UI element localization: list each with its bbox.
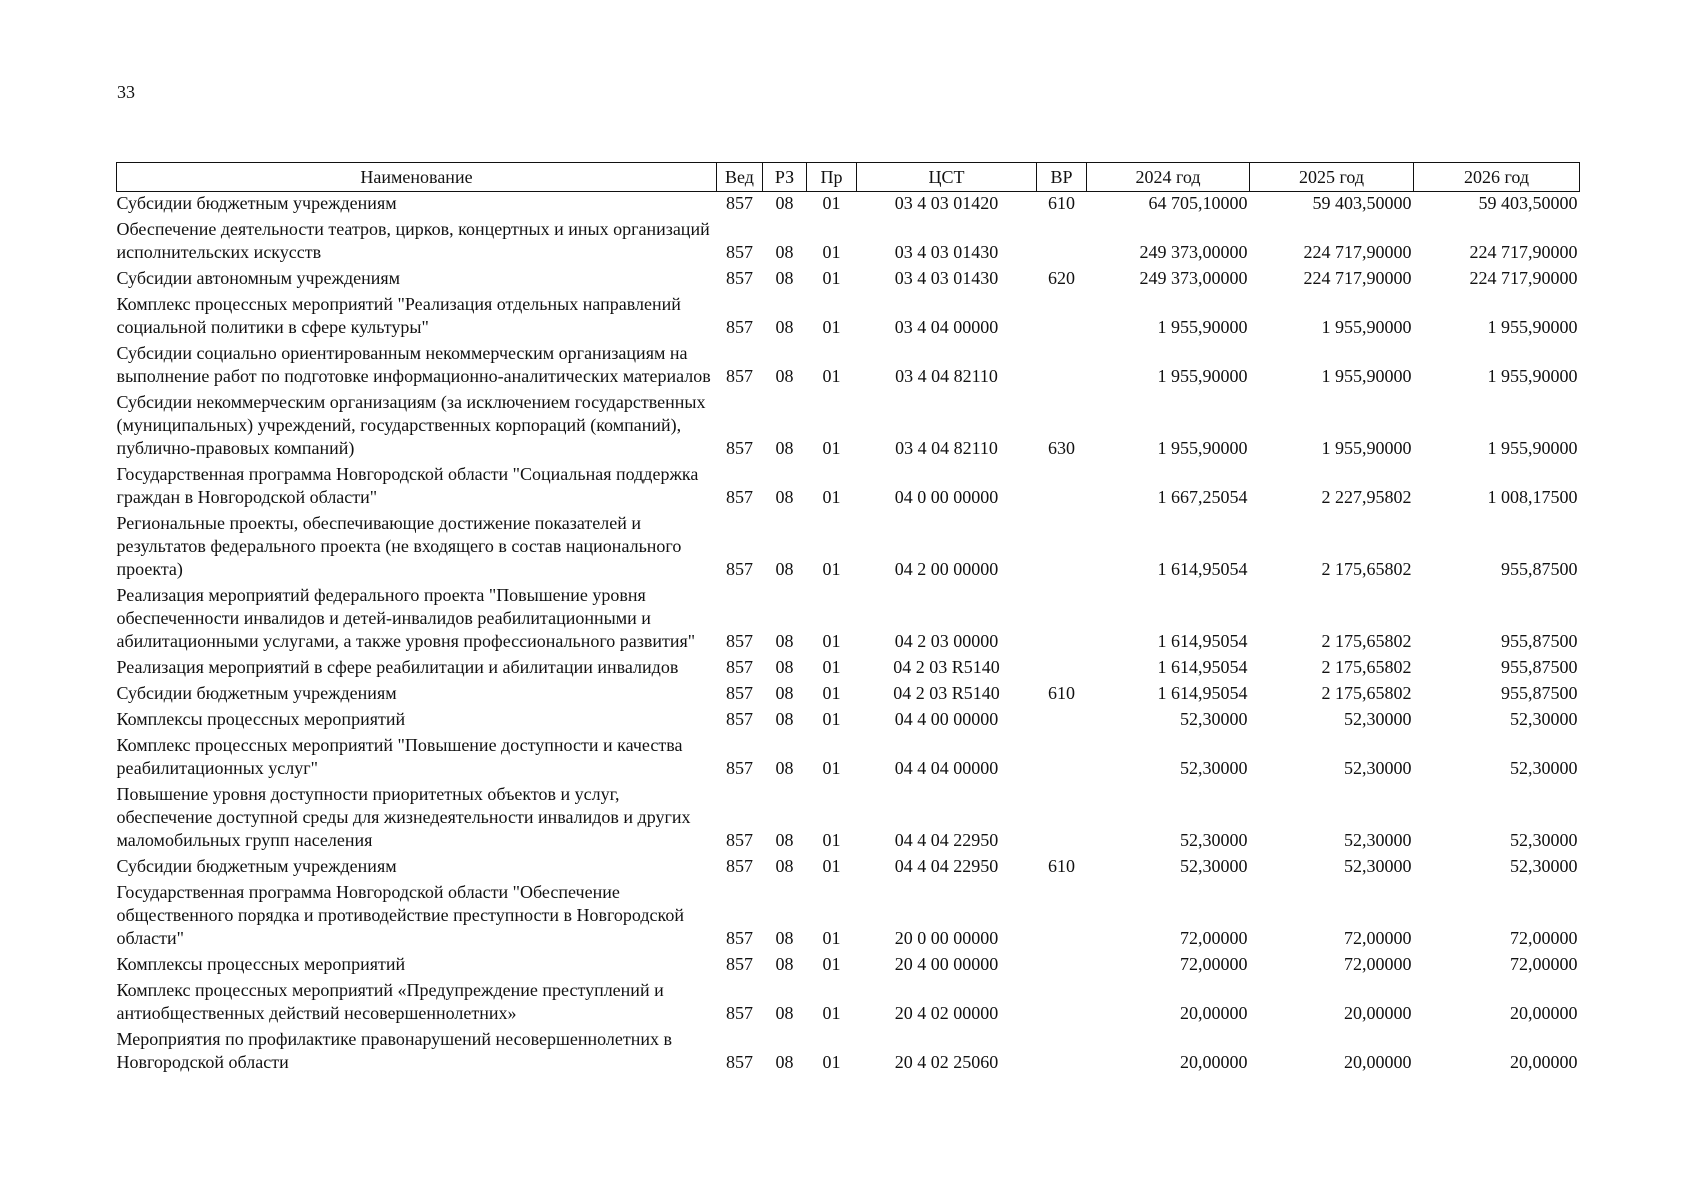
cell-name: Мероприятия по профилактике правонарушений несовершеннолетних в Новгородской области [116, 1029, 672, 1072]
cell-2026: 1 955,90000 [1487, 366, 1578, 386]
cell-2025: 2 175,65802 [1321, 559, 1412, 579]
cell-cst: 03 4 04 82110 [895, 366, 998, 386]
cell-2026: 72,00000 [1510, 954, 1578, 974]
table-row [117, 1028, 1580, 1077]
cell-name: Комплекс процессных мероприятий "Реализация отдельных направлений социальной политики в сфере культуры" [116, 294, 681, 337]
page-number: 33 [117, 82, 135, 102]
cell-pr: 01 [822, 559, 841, 579]
header-pr: Пр [807, 163, 857, 192]
cell-2026: 1 955,90000 [1487, 438, 1578, 458]
cell-rz: 08 [775, 709, 794, 729]
table-row [117, 512, 1580, 584]
cell-2025: 72,00000 [1344, 954, 1412, 974]
cell-2026: 224 717,90000 [1469, 242, 1578, 262]
table-row [117, 584, 1580, 656]
cell-ved: 857 [726, 631, 753, 651]
cell-ved: 857 [726, 559, 753, 579]
cell-ved: 857 [726, 928, 753, 948]
cell-pr: 01 [822, 830, 841, 850]
table-row [117, 708, 1580, 734]
cell-rz: 08 [775, 193, 794, 213]
table-row [117, 192, 1580, 219]
cell-pr: 01 [822, 317, 841, 337]
cell-pr: 01 [822, 438, 841, 458]
cell-rz: 08 [775, 631, 794, 651]
cell-ved: 857 [726, 856, 753, 876]
cell-rz: 08 [775, 268, 794, 288]
cell-2024: 20,00000 [1180, 1003, 1248, 1023]
cell-rz: 08 [775, 438, 794, 458]
cell-name: Региональные проекты, обеспечивающие достижение показателей и результатов федерального проекта (не входящего в состав национального проекта) [116, 513, 682, 579]
cell-2025: 20,00000 [1344, 1003, 1412, 1023]
cell-pr: 01 [822, 856, 841, 876]
cell-pr: 01 [822, 193, 841, 213]
cell-vr [1037, 512, 1087, 584]
cell-name: Субсидии социально ориентированным некоммерческим организациям на выполнение работ по подготовке информационно-аналитических материалов [116, 343, 711, 386]
cell-vr [1037, 656, 1087, 682]
cell-2025: 72,00000 [1344, 928, 1412, 948]
cell-rz: 08 [775, 928, 794, 948]
cell-rz: 08 [775, 830, 794, 850]
cell-2026: 955,87500 [1501, 631, 1578, 651]
cell-2026: 72,00000 [1510, 928, 1578, 948]
table-row [117, 682, 1580, 708]
cell-vr: 610 [1048, 193, 1075, 213]
cell-2026: 59 403,50000 [1478, 193, 1578, 213]
cell-2024: 249 373,00000 [1139, 242, 1248, 262]
cell-cst: 20 0 00 00000 [894, 928, 999, 948]
cell-name: Реализация мероприятий федерального проекта "Повышение уровня обеспеченности инвалидов и детей-инвалидов реабилитационными и абилитационными услугами, а также уровня профессионального развития" [116, 585, 696, 651]
table-body [117, 192, 1580, 1078]
cell-2025: 52,30000 [1344, 856, 1412, 876]
table-row [117, 656, 1580, 682]
cell-cst: 04 4 04 22950 [894, 856, 999, 876]
cell-2026: 1 955,90000 [1487, 317, 1578, 337]
cell-2025: 1 955,90000 [1321, 366, 1412, 386]
cell-2024: 20,00000 [1180, 1052, 1248, 1072]
header-2024: 2024 год [1087, 163, 1250, 192]
table-row [117, 391, 1580, 463]
cell-name: Комплекс процессных мероприятий "Повышение доступности и качества реабилитационных услуг" [116, 735, 683, 778]
cell-pr: 01 [822, 1052, 841, 1072]
cell-pr: 01 [822, 954, 841, 974]
cell-vr [1037, 979, 1087, 1028]
cell-2024: 64 705,10000 [1148, 193, 1248, 213]
cell-2026: 955,87500 [1501, 559, 1578, 579]
table-row [117, 979, 1580, 1028]
table-row [117, 855, 1580, 881]
cell-rz: 08 [775, 559, 794, 579]
cell-vr [1037, 293, 1087, 342]
cell-vr [1037, 463, 1087, 512]
cell-2025: 224 717,90000 [1303, 242, 1412, 262]
cell-ved: 857 [726, 317, 753, 337]
cell-name: Субсидии автономным учреждениям [116, 268, 401, 288]
cell-2026: 52,30000 [1510, 856, 1578, 876]
cell-vr: 620 [1048, 268, 1075, 288]
cell-2026: 20,00000 [1510, 1052, 1578, 1072]
header-cst: ЦСТ [857, 163, 1037, 192]
cell-rz: 08 [775, 366, 794, 386]
cell-vr [1037, 953, 1087, 979]
cell-name: Комплексы процессных мероприятий [116, 709, 406, 729]
cell-2026: 52,30000 [1510, 709, 1578, 729]
cell-2026: 52,30000 [1510, 830, 1578, 850]
cell-ved: 857 [726, 242, 753, 262]
cell-vr: 630 [1048, 438, 1075, 458]
cell-pr: 01 [822, 1003, 841, 1023]
table-row [117, 218, 1580, 267]
cell-name: Субсидии бюджетным учреждениям [116, 193, 397, 213]
cell-2025: 59 403,50000 [1312, 193, 1412, 213]
cell-2024: 1 614,95054 [1157, 683, 1248, 703]
cell-cst: 04 4 00 00000 [894, 709, 999, 729]
cell-rz: 08 [775, 1003, 794, 1023]
table-row [117, 783, 1580, 855]
cell-cst: 20 4 02 25060 [894, 1052, 999, 1072]
cell-2026: 20,00000 [1510, 1003, 1578, 1023]
cell-2025: 2 175,65802 [1321, 631, 1412, 651]
cell-ved: 857 [726, 657, 753, 677]
cell-2024: 52,30000 [1180, 856, 1248, 876]
cell-pr: 01 [822, 268, 841, 288]
cell-2026: 52,30000 [1510, 758, 1578, 778]
cell-2024: 1 955,90000 [1157, 438, 1248, 458]
cell-2024: 72,00000 [1180, 928, 1248, 948]
table-row [117, 342, 1580, 391]
cell-2024: 1 667,25054 [1157, 487, 1248, 507]
cell-name: Реализация мероприятий в сфере реабилитации и абилитации инвалидов [116, 657, 679, 677]
header-ved: Вед [717, 163, 763, 192]
cell-pr: 01 [822, 709, 841, 729]
table-header-row [117, 163, 1580, 192]
cell-vr: 610 [1048, 683, 1075, 703]
cell-2024: 52,30000 [1180, 830, 1248, 850]
cell-ved: 857 [726, 758, 753, 778]
cell-2024: 249 373,00000 [1139, 268, 1248, 288]
cell-pr: 01 [822, 657, 841, 677]
table-row [117, 267, 1580, 293]
cell-2024: 1 955,90000 [1157, 366, 1248, 386]
cell-cst: 04 2 03 00000 [894, 631, 999, 651]
cell-2024: 1 614,95054 [1157, 631, 1248, 651]
cell-name: Субсидии некоммерческим организациям (за исключением государственных (муниципальных) учреждений, государственных корпораций (компаний), публично-правовых компаний) [116, 392, 706, 458]
cell-2026: 955,87500 [1501, 683, 1578, 703]
cell-cst: 03 4 03 01430 [894, 268, 999, 288]
cell-rz: 08 [775, 856, 794, 876]
cell-ved: 857 [726, 268, 753, 288]
cell-cst: 04 2 00 00000 [894, 559, 999, 579]
cell-pr: 01 [822, 631, 841, 651]
cell-name: Субсидии бюджетным учреждениям [116, 856, 397, 876]
cell-2025: 52,30000 [1344, 830, 1412, 850]
cell-2024: 72,00000 [1180, 954, 1248, 974]
cell-2025: 1 955,90000 [1321, 438, 1412, 458]
cell-cst: 03 4 04 82110 [895, 438, 998, 458]
cell-ved: 857 [726, 683, 753, 703]
cell-vr [1037, 783, 1087, 855]
table-row [117, 734, 1580, 783]
cell-ved: 857 [726, 487, 753, 507]
cell-pr: 01 [822, 928, 841, 948]
cell-rz: 08 [775, 242, 794, 262]
cell-2025: 2 175,65802 [1321, 683, 1412, 703]
cell-cst: 20 4 02 00000 [894, 1003, 999, 1023]
cell-pr: 01 [822, 758, 841, 778]
cell-vr [1037, 584, 1087, 656]
cell-pr: 01 [822, 366, 841, 386]
cell-rz: 08 [775, 1052, 794, 1072]
cell-vr [1037, 734, 1087, 783]
cell-2026: 955,87500 [1501, 657, 1578, 677]
cell-rz: 08 [775, 487, 794, 507]
cell-ved: 857 [726, 438, 753, 458]
table-row [117, 463, 1580, 512]
cell-ved: 857 [726, 954, 753, 974]
header-2025: 2025 год [1250, 163, 1414, 192]
cell-ved: 857 [726, 1003, 753, 1023]
cell-2025: 20,00000 [1344, 1052, 1412, 1072]
table-row [117, 881, 1580, 953]
cell-2024: 1 614,95054 [1157, 559, 1248, 579]
cell-rz: 08 [775, 758, 794, 778]
cell-ved: 857 [726, 366, 753, 386]
cell-name: Обеспечение деятельности театров, цирков, концертных и иных организаций исполнительских искусств [116, 219, 710, 262]
cell-name: Государственная программа Новгородской области "Социальная поддержка граждан в Новгородской области" [116, 464, 699, 507]
cell-cst: 03 4 03 01420 [894, 193, 999, 213]
cell-2025: 1 955,90000 [1321, 317, 1412, 337]
header-name: Наименование [117, 163, 717, 192]
cell-pr: 01 [822, 242, 841, 262]
cell-name: Государственная программа Новгородской области "Обеспечение общественного порядка и противодействие преступности в Новгородской области" [116, 882, 684, 948]
cell-pr: 01 [822, 487, 841, 507]
cell-cst: 04 4 04 00000 [894, 758, 999, 778]
cell-ved: 857 [726, 830, 753, 850]
cell-name: Комплексы процессных мероприятий [116, 954, 406, 974]
cell-ved: 857 [726, 709, 753, 729]
cell-2024: 1 955,90000 [1157, 317, 1248, 337]
cell-cst: 03 4 04 00000 [894, 317, 999, 337]
cell-vr [1037, 1028, 1087, 1077]
cell-2025: 52,30000 [1344, 758, 1412, 778]
header-2026: 2026 год [1414, 163, 1580, 192]
header-vr: ВР [1037, 163, 1087, 192]
cell-vr [1037, 218, 1087, 267]
cell-name: Повышение уровня доступности приоритетных объектов и услуг, обеспечение доступной среды для жизнедеятельности инвалидов и других маломобильных групп населения [116, 784, 691, 850]
budget-table [116, 162, 1580, 1077]
cell-vr [1037, 881, 1087, 953]
table-row [117, 953, 1580, 979]
cell-2025: 2 175,65802 [1321, 657, 1412, 677]
cell-2025: 52,30000 [1344, 709, 1412, 729]
cell-2025: 2 227,95802 [1321, 487, 1412, 507]
table-row [117, 293, 1580, 342]
cell-rz: 08 [775, 954, 794, 974]
cell-vr: 610 [1048, 856, 1075, 876]
cell-pr: 01 [822, 683, 841, 703]
cell-cst: 04 2 03 R5140 [893, 657, 1000, 677]
cell-cst: 04 2 03 R5140 [893, 683, 1000, 703]
cell-rz: 08 [775, 657, 794, 677]
cell-vr [1037, 708, 1087, 734]
cell-cst: 04 0 00 00000 [894, 487, 999, 507]
cell-cst: 04 4 04 22950 [894, 830, 999, 850]
cell-2025: 224 717,90000 [1303, 268, 1412, 288]
cell-2024: 52,30000 [1180, 709, 1248, 729]
cell-ved: 857 [726, 193, 753, 213]
cell-2024: 52,30000 [1180, 758, 1248, 778]
cell-2024: 1 614,95054 [1157, 657, 1248, 677]
cell-name: Комплекс процессных мероприятий «Предупреждение преступлений и антиобщественных действий несовершеннолетних» [116, 980, 664, 1023]
header-rz: РЗ [763, 163, 807, 192]
cell-2026: 224 717,90000 [1469, 268, 1578, 288]
cell-vr [1037, 342, 1087, 391]
cell-ved: 857 [726, 1052, 753, 1072]
cell-name: Субсидии бюджетным учреждениям [116, 683, 397, 703]
cell-rz: 08 [775, 317, 794, 337]
cell-2026: 1 008,17500 [1487, 487, 1578, 507]
cell-cst: 20 4 00 00000 [894, 954, 999, 974]
cell-cst: 03 4 03 01430 [894, 242, 999, 262]
cell-rz: 08 [775, 683, 794, 703]
